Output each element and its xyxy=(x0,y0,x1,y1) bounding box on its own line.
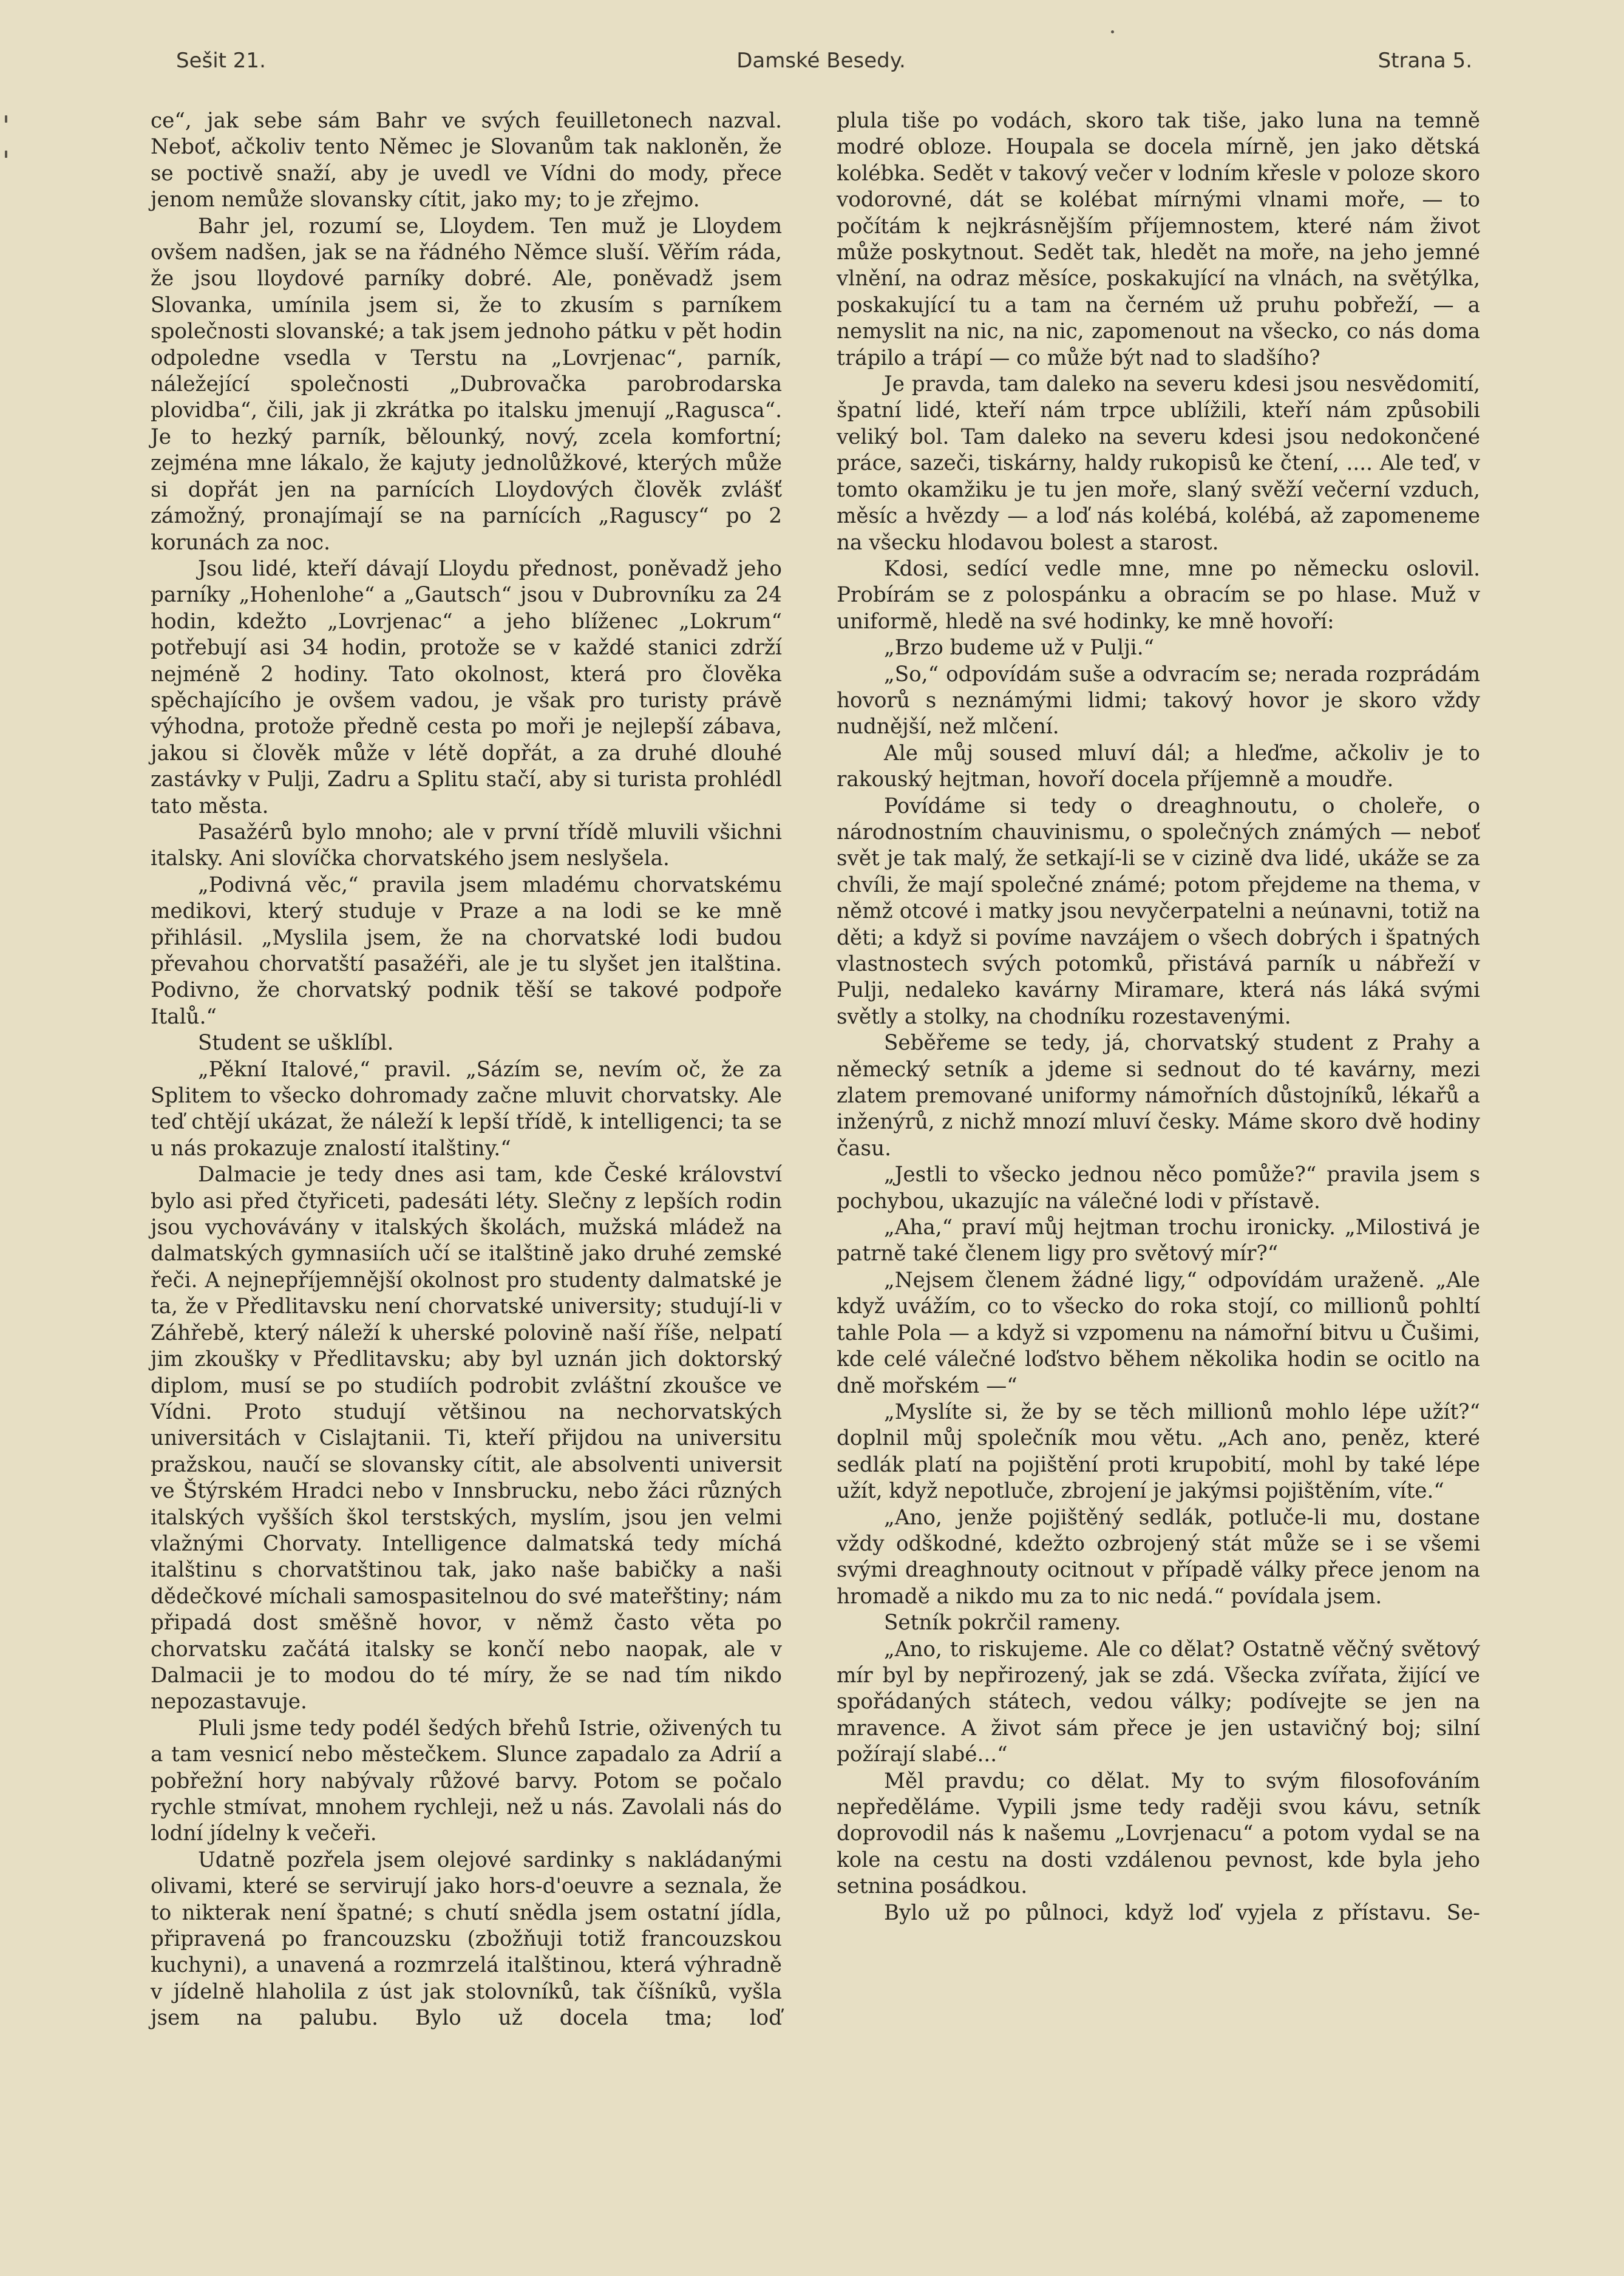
right-column xyxy=(837,108,1480,1926)
paragraph: Bahr jel, rozumí se, Lloydem. Ten muž je Lloydem ovšem nadšen, jak se na řádného Němce sluší. Věřím ráda, že jsou lloydové parníky dobré. Ale, poněvadž jsem Slovanka, umínila jsem si, že to zkusím s parníkem společnosti slovanské; a tak jsem jednoho pátku v pět hodin odpoledne vsedla v Terstu na „Lovrjenac“, parník, náležející společnosti „Dubrovačka parobrodarska plovidba“, čili, jak ji zkrátka po italsku jmenují „Ragusca“. Je to hezký parník, bělounký, nový, zcela komfortní; zejména mne lákalo, že kajuty jednolůžkové, kterých může si dopřát jen na parnících Lloydových člověk zvlášť zámožný, pronajímají se na parnících „Raguscy“ po 2 korunách za noc. xyxy=(151,214,782,555)
paragraph: „Ano, jenže pojištěný sedlák, potluče-li mu, dostane vždy odškodné, kdežto ozbrojený stát může se i se všemi svými dreaghnouty ocitnout v případě války přece jenom na hromadě a nikdo mu za to nic nedá.“ povídala jsem. xyxy=(837,1505,1480,1609)
paragraph: ce“, jak sebe sám Bahr ve svých feuilletonech nazval. Neboť, ačkoliv tento Němec je Slovanům tak nakloněn, že se poctivě snaží, aby je uvedl ve Vídni do mody, přece jenom nemůže slovansky cítit, jako my; to je zřejmo. xyxy=(151,109,782,212)
paragraph: Měl pravdu; co dělat. My to svým filosofováním nepředěláme. Vypili jsme tedy raději svou kávu, setník doprovodil nás k našemu „Lovrjenacu“ a potom vydal se na kole na cestu na dosti vzdálenou pevnost, kde byla jeho setnina posádkou. xyxy=(837,1768,1480,1899)
paragraph: „Aha,“ praví můj hejtman trochu ironicky. „Milostivá je patrně také členem ligy pro světový mír?“ xyxy=(837,1215,1480,1266)
paragraph: Dalmacie je tedy dnes asi tam, kde České království bylo asi před čtyřiceti, padesáti léty. Slečny z lepších rodin jsou vychovávány v italských školách, mužská mládež na dalmatských gymnasiích učí se italštině jako druhé zemské řeči. A nejnepříjemnější okolnost pro studenty dalmatské je ta, že v Předlitavsku není chorvatské university; studují-li v Záhřebě, který náleží k uherské polovině naší říše, nelpatí jim zkoušky v Předlitavsku; aby byl uznán jich doktorský diplom, musí se po studiích podrobit zvláštní zkoušce ve Vídni. Proto studují většinou na nechorvatských universitách v Cislajtanii. Ti, kteří přijdou na universitu pražskou, naučí se slovansky cítit, ale absolventi universit ve Štýrském Hradci nebo v Innsbrucku, nebo žáci různých italských vyšších škol terstských, myslím, jsou jen velmi vlažnými Chorvaty. Intelligence dalmatská tedy míchá italštinu s chorvatštinou tak, jako naše babičky a naši dědečkové míchali samospasitelnou do své mateřštiny; nám připadá dost směšně hovor, v němž často věta po chorvatsku začátá italsky se končí nebo naopak, ale v Dalmacii je to modou do té míry, že se nad tím nikdo nepozastavuje. xyxy=(151,1163,782,1714)
paragraph: Student se ušklíbl. xyxy=(198,1031,394,1056)
journal-title: Damské Besedy. xyxy=(736,49,906,73)
paragraph: Seběřeme se tedy, já, chorvatský student z Prahy a německý setník a jdeme si sednout do té kavárny, mezi zlatem premované uniformy námořních důstojníků, lékařů a inženýrů, z nichž mnozí mluví česky. Máme skoro dvě hodiny času. xyxy=(837,1031,1480,1161)
paragraph: „Podivná věc,“ pravila jsem mladému chorvatskému medikovi, který studuje v Praze a na lodi se ke mně přihlásil. „Myslila jsem, že na chorvatské lodi budou převahou chorvatští pasažéři, ale je tu slyšet jen italština. Podivno, že chorvatský podnik těší se takové podpoře Italů.“ xyxy=(151,872,782,1029)
print-speck xyxy=(1111,30,1114,33)
paragraph: Pluli jsme tedy podél šedých břehů Istrie, oživených tu a tam vesnicí nebo městečkem. Slunce zapadalo za Adrií a pobřežní hory nabývaly růžové barvy. Potom se počalo rychle stmívat, mnohem rychleji, než u nás. Zavolali nás do lodní jídelny k večeři. xyxy=(151,1716,782,1846)
paragraph: Kdosi, sedící vedle mne, mne po německu oslovil. Probírám se z polospánku a obracím se po hlase. Muž v uniformě, hledě na své hodinky, ke mně hovoří: xyxy=(837,556,1480,634)
page-header xyxy=(170,49,1472,85)
paragraph: Ale můj soused mluví dál; a hleďme, ačkoliv je to rakouský hejtman, hovoří docela příjemně a moudře. xyxy=(837,741,1480,792)
issue-number: Sešit 21. xyxy=(176,49,266,73)
paragraph: „Nejsem členem žádné ligy,“ odpovídám uraženě. „Ale když uvážím, co to všecko do roka stojí, co millionů pohltí tahle Pola — a když si vzpomenu na námořní bitvu u Čušimi, kde celé válečné loďstvo během několika hodin se ocitlo na dně mořském —“ xyxy=(837,1268,1480,1398)
paragraph: Povídáme si tedy o dreaghnoutu, o choleře, o národnostním chauvinismu, o společných známých — neboť svět je tak malý, že setkají-li se v cizině dva lidé, ukáže se za chvíli, že mají společné známé; potom přejdeme na thema, v němž otcové i matky jsou nevyčerpatelni a neúnavni, totiž na děti; a když si povíme navzájem o všech dobrých i špatných vlastnostech svých potomků, přistává parník u nábřeží v Pulji, nedaleko kavárny Miramare, která nás láká svými světly a stolky, na chodníku rozestavenými. xyxy=(837,793,1480,1029)
page-number: Strana 5. xyxy=(1378,49,1472,73)
left-column xyxy=(151,108,782,2032)
paragraph: Jsou lidé, kteří dávají Lloydu přednost, poněvadž jeho parníky „Hohenlohe“ a „Gautsch“ jsou v Dubrovníku za 24 hodin, kdežto „Lovrjenac“ a jeho blíženec „Lokrum“ potřebují asi 34 hodin, protože se v každé stanici zdrží nejméně 2 hodiny. Tato okolnost, která pro člověka spěchajícího je ovšem vadou, je však pro turisty právě výhodna, protože předně cesta po moři je nejlepší zábava, jakou si člověk může v létě dopřát, a za druhé dlouhé zastávky v Pulji, Zadru a Splitu stačí, aby si turista prohlédl tato města. xyxy=(151,556,782,818)
paragraph: „Myslíte si, že by se těch millionů mohlo lépe užít?“ doplnil můj společník mou větu. „Ach ano, peněz, které sedlák platí na pojištění proti krupobití, mohl by také lépe užít, když nepotluče, zbrojení je jakýmsi pojištěním, víte.“ xyxy=(837,1399,1480,1504)
paragraph: „Brzo budeme už v Pulji.“ xyxy=(884,636,1155,661)
paragraph: Je pravda, tam daleko na severu kdesi jsou nesvědomití, špatní lidé, kteří nám trpce ublížili, kteří nám způsobili veliký bol. Tam daleko na severu kdesi jsou nedokončené práce, sazeči, tiskárny, haldy rukopisů ke čtení, .... Ale teď, v tomto okamžiku je tu jen moře, slaný svěží večerní vzduch, měsíc a hvězdy — a loď nás kolébá, kolébá, až zapomeneme na všecku hlodavou bolest a starost. xyxy=(837,372,1480,555)
paragraph: „So,“ odpovídám suše a odvracím se; nerada rozprádám hovorů s neznámými lidmi; takový hovor je skoro vždy nudnější, než mlčení. xyxy=(837,662,1480,739)
paragraph: Setník pokrčil rameny. xyxy=(884,1611,1121,1636)
paragraph: „Pěkní Italové,“ pravil. „Sázím se, nevím oč, že za Splitem to všecko dohromady začne mluvit chorvatsky. Ale teď chtějí ukázat, že náleží k lepší třídě, k intelligenci; ta se u nás prokazuje znalostí italštiny.“ xyxy=(151,1057,782,1161)
column-divider xyxy=(800,103,801,2167)
paragraph: plula tiše po vodách, skoro tak tiše, jako luna na temně modré obloze. Houpala se docela mírně, jen jako dětská kolébka. Sedět v takový večer v lodním křesle v poloze skoro vodorovné, dát se kolébat mírnými vlnami moře, — to počítám k nejkrásnějším příjemnostem, které nám život může poskytnout. Sedět tak, hledět na moře, na jeho jemné vlnění, na odraz měsíce, poskakující na vlnách, na světýlka, poskakující tu a tam na černém už pruhu pobřeží, — a nemyslit na nic, na nic, zapomenout na všecko, co nás doma trápilo a trápí — co může být nad to sladšího? xyxy=(837,109,1480,370)
paragraph: „Ano, to riskujeme. Ale co dělat? Ostatně věčný světový mír byl by nepřirozený, jak se zdá. Všecka zvířata, žijící ve spořádaných státech, vedou války; podívejte se jen na mravence. A život sám přece je jen ustavičný boj; silní požírají slabé...“ xyxy=(837,1637,1480,1767)
print-speck xyxy=(5,115,7,123)
paragraph: „Jestli to všecko jednou něco pomůže?“ pravila jsem s pochybou, ukazujíc na válečné lodi v přístavě. xyxy=(837,1163,1480,1214)
print-speck xyxy=(5,151,7,158)
paragraph: Udatně pozřela jsem olejové sardinky s nakládanými olivami, které se servirují jako hors-d'oeuvre a seznala, že to nikterak není špatné; s chutí snědla jsem ostatní jídla, připravená po francouzsku (zbožňuji totiž francouzskou kuchyni), a unavená a rozmrzelá italštinou, která výhradně v jídelně hlaholila z úst jak stolovníků, tak číšníků, vyšla jsem na palubu. Bylo už docela tma; loď xyxy=(151,1847,782,2031)
paragraph: Pasažérů bylo mnoho; ale v první třídě mluvili všichni italsky. Ani slovíčka chorvatského jsem neslyšela. xyxy=(151,820,782,871)
paragraph: Bylo už po půlnoci, když loď vyjela z přístavu. Se- xyxy=(884,1900,1480,1925)
